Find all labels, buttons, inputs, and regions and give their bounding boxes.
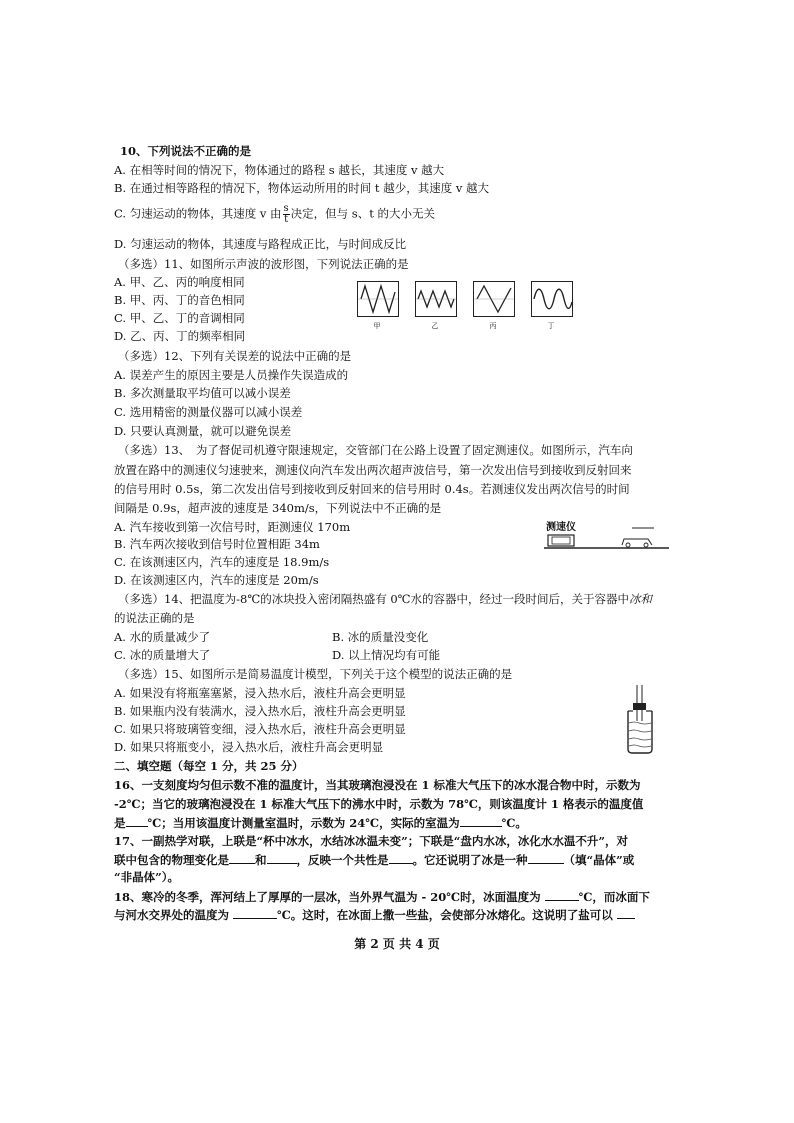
q15-option-a: A. 如果没有将瓶塞塞紧，浸入热水后，液柱升高会更明显 xyxy=(114,686,406,700)
waveform-bing xyxy=(473,281,515,317)
q12-option-d: D. 只要认真测量，就可以避免误差 xyxy=(114,424,292,438)
q13-option-c: C. 在该测速区内，汽车的速度是 18.9m/s xyxy=(114,555,330,569)
thermometer-model-drawing xyxy=(620,685,660,755)
waveform-label-yi: 乙 xyxy=(431,322,439,330)
q18-blank-2[interactable] xyxy=(233,907,277,919)
q11-option-a: A. 甲、乙、丙的响度相同 xyxy=(114,275,245,289)
q16-line-1: 16、一支刻度均匀但示数不准的温度计，当其玻璃泡浸没在 1 标准大气压下的冰水混合物中时，示数为 xyxy=(114,778,641,792)
q12-option-a: A. 误差产生的原因主要是人员操作失误造成的 xyxy=(114,368,349,382)
q17-line-2-end: （填“晶体”或 xyxy=(563,853,635,867)
waveform-yi-graph xyxy=(416,282,456,316)
q14-option-d: D. 以上情况均有可能 xyxy=(332,648,441,662)
q17-line-2 xyxy=(114,852,634,868)
q13-line-1: （多选）13、 为了督促司机遵守限速规定，交管部门在公路上设置了固定测速仪。如图所示，汽车向 xyxy=(118,443,633,457)
page-footer: 第 2 页 共 4 页 xyxy=(354,937,440,951)
q18-line-1-post: ℃，而冰面下 xyxy=(578,890,650,904)
waveform-label-jia: 甲 xyxy=(373,322,381,330)
q15-option-b: B. 如果瓶内没有装满水，浸入热水后，液柱升高会更明显 xyxy=(114,704,406,718)
q10-option-d: D. 匀速运动的物体，其速度与路程成正比，与时间成反比 xyxy=(114,237,407,251)
q17-blank-2[interactable] xyxy=(267,852,297,864)
q10-option-b: B. 在通过相等路程的情况下，物体运动所用的时间 t 越少，其速度 v 越大 xyxy=(114,181,489,195)
q18-blank-3[interactable] xyxy=(617,907,635,919)
q16-blank-2[interactable] xyxy=(460,815,502,827)
speed-camera-figure xyxy=(544,518,674,558)
q14-line-1-text: （多选）14、把温度为-8℃的冰块投入密闭隔热盛有 0℃水的容器中，经过一段时间后，关于容器中 xyxy=(118,592,630,606)
q15-option-d: D. 如果只将瓶变小，浸入热水后，液柱升高会更明显 xyxy=(114,740,384,754)
waveform-label-ding: 丁 xyxy=(547,322,555,330)
q17-blank-3[interactable] xyxy=(389,852,413,864)
velocity-fraction xyxy=(283,204,290,225)
q10-option-c-post: 决定，但与 s、t 的大小无关 xyxy=(290,206,435,221)
q15-stem: （多选）15、如图所示是简易温度计模型，下列关于这个模型的说法正确的是 xyxy=(118,667,513,681)
q11-option-b: B. 甲、丙、丁的音色相同 xyxy=(114,293,245,307)
q18-line-2-pre: 与河水交界处的温度为 xyxy=(114,908,229,922)
waveform-label-bing: 丙 xyxy=(489,322,497,330)
q16-line-2: -2℃；当它的玻璃泡浸没在 1 标准大气压下的沸水中时，示数为 78℃，则该温度计 1 格表示的温度值 xyxy=(114,797,644,811)
q18-blank-1[interactable] xyxy=(545,889,579,901)
q13-option-b: B. 汽车两次接收到信号时位置相距 34m xyxy=(114,537,320,551)
fraction-numerator: s xyxy=(283,203,289,214)
q15-option-c: C. 如果只将玻璃管变细，浸入热水后，液柱升高会更明显 xyxy=(114,722,406,736)
speed-camera-label: 测速仪 xyxy=(546,522,576,533)
thermometer-model-figure xyxy=(620,685,660,755)
waveform-jia-graph xyxy=(358,282,398,316)
q11-option-d: D. 乙、丙、丁的频率相同 xyxy=(114,329,246,343)
q10-option-a: A. 在相等时间的情况下，物体通过的路程 s 越长，其速度 v 越大 xyxy=(114,163,445,177)
q17-line-2-pre: 联中包含的物理变化是 xyxy=(114,853,229,867)
q14-line-1 xyxy=(118,592,652,607)
q17-blank-4[interactable] xyxy=(528,852,564,864)
q17-line-3: “非晶体”）。 xyxy=(114,870,179,884)
q13-line-3: 的信号用时 0.5s，第二次发出信号到接收到反射回来的信号用时 0.4s。若测速仪发出两次信号的时间 xyxy=(114,482,630,496)
q14-option-a: A. 水的质量减少了 xyxy=(114,630,211,644)
q11-stem: （多选）11、如图所示声波的波形图，下列说法正确的是 xyxy=(118,257,409,271)
q10-stem: 10、下列说法不正确的是 xyxy=(120,144,252,158)
q17-blank-1[interactable] xyxy=(229,852,255,864)
fraction-denominator: t xyxy=(284,214,289,225)
q16-line-3-pre: 是 xyxy=(114,816,126,830)
q17-line-2-post: 。它还说明了冰是一种 xyxy=(412,853,528,867)
q16-line-3-post: ℃。 xyxy=(501,816,527,830)
q14-handwritten-note: 冰和 xyxy=(629,592,653,606)
q14-option-b: B. 冰的质量没变化 xyxy=(332,630,429,644)
q18-line-2 xyxy=(114,907,635,923)
waveform-jia xyxy=(357,281,399,317)
waveform-yi xyxy=(415,281,457,317)
q17-line-1: 17、一副热学对联，上联是“杯中冰水，水结冰冰温未变”；下联是“盘内水冰，冰化水水温不升”，对 xyxy=(114,834,628,848)
q13-line-2: 放置在路中的测速仪匀速驶来，测速仪向汽车发出两次超声波信号，第一次发出信号到接收到反射回来 xyxy=(114,463,632,477)
q14-line-2: 的说法正确的是 xyxy=(114,611,195,625)
q16-line-3-mid: ℃；当用该温度计测量室温时，示数为 24℃，实际的室温为 xyxy=(147,816,460,830)
section-2-heading: 二、填空题（每空 1 分，共 25 分） xyxy=(114,759,304,773)
q17-line-2-and: 和 xyxy=(255,853,267,867)
q12-option-c: C. 选用精密的测量仪器可以减小误差 xyxy=(114,405,303,419)
q18-line-2-post: ℃。这时，在冰面上撒一些盐，会使部分冰熔化。这说明了盐可以 xyxy=(277,908,613,922)
waveform-ding-graph xyxy=(532,282,572,316)
q17-line-2-mid: ，反映一个共性是 xyxy=(296,853,389,867)
q13-option-d: D. 在该测速区内，汽车的速度是 20m/s xyxy=(114,573,319,587)
q13-option-a: A. 汽车接收到第一次信号时，距测速仪 170m xyxy=(114,520,351,534)
q10-option-c-pre: C. 匀速运动的物体，其速度 v 由 xyxy=(114,206,282,221)
q18-line-1-pre: 18、寒冷的冬季，浑河结上了厚厚的一层冰，当外界气温为 - 20℃时，冰面温度为 xyxy=(114,890,541,904)
q14-option-c: C. 冰的质量增大了 xyxy=(114,648,211,662)
waveform-figure xyxy=(357,281,577,333)
q13-line-4: 间隔是 0.9s，超声波的速度是 340m/s，下列说法中不正确的是 xyxy=(114,501,442,515)
q12-option-b: B. 多次测量取平均值可以减小误差 xyxy=(114,386,291,400)
q18-line-1 xyxy=(114,889,650,905)
q16-line-3 xyxy=(114,815,527,831)
q16-blank-1[interactable] xyxy=(126,815,148,827)
q10-option-c xyxy=(114,204,435,225)
waveform-ding xyxy=(531,281,573,317)
waveform-bing-graph xyxy=(474,282,514,316)
q12-stem: （多选）12、下列有关误差的说法中正确的是 xyxy=(118,349,352,363)
q11-option-c: C. 甲、乙、丁的音调相同 xyxy=(114,311,245,325)
